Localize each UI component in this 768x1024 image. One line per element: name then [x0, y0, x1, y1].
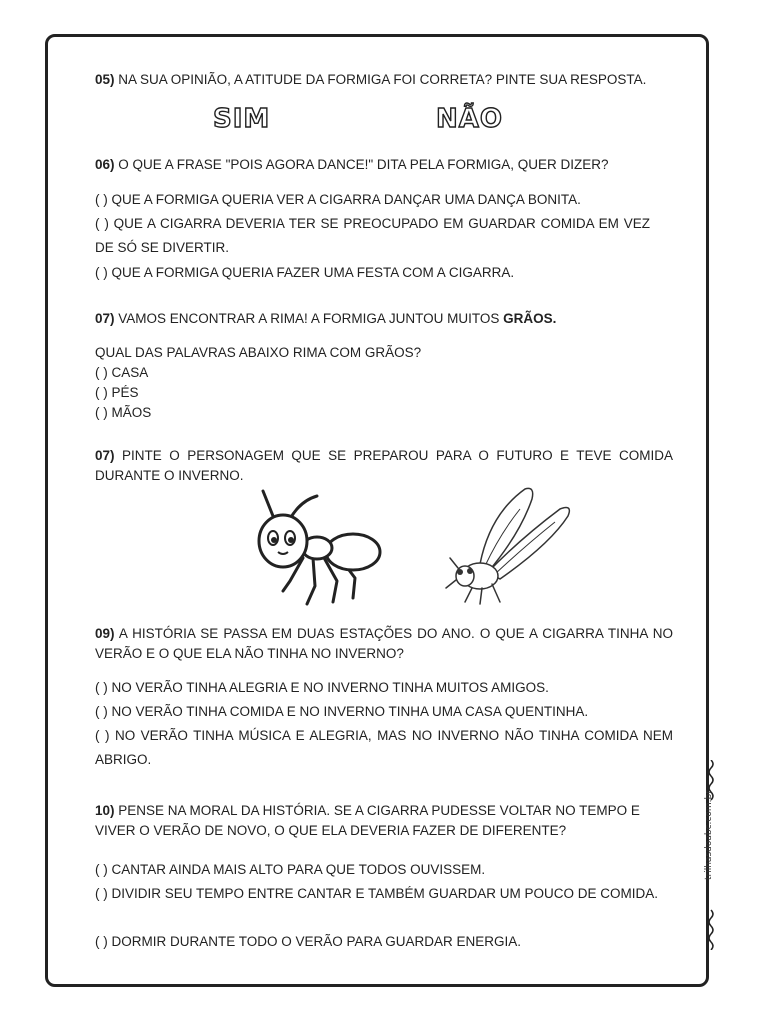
question-07-rhyme-number: 07) — [95, 311, 115, 326]
question-09-option-1[interactable]: ( ) NO VERÃO TINHA ALEGRIA E NO INVERNO TINHA MUITOS AMIGOS. — [95, 680, 549, 695]
question-09-option-3[interactable]: ( ) NO VERÃO TINHA MÚSICA E ALEGRIA, MAS NO INVERNO NÃO TINHA COMIDA NEM ABRIGO. — [95, 728, 673, 767]
rhyme-option-maos[interactable]: ( ) MÃOS — [95, 405, 152, 420]
ant-illustration[interactable] — [245, 486, 385, 608]
answer-sim[interactable]: SIM — [213, 104, 271, 134]
question-07-character-number: 07) — [95, 448, 115, 463]
question-07-rhyme-subtext: QUAL DAS PALAVRAS ABAIXO RIMA COM GRÃOS? — [95, 345, 422, 360]
question-10-number: 10) — [95, 803, 115, 818]
question-09 — [95, 624, 673, 664]
rhyme-option-pes[interactable]: ( ) PÉS — [95, 385, 139, 400]
question-10-text: PENSE NA MORAL DA HISTÓRIA. SE A CIGARRA PUDESSE VOLTAR NO TEMPO E VIVER O VERÃO DE NOVO, O QUE ELA DEVERIA FAZER DE DIFERENTE? — [95, 803, 640, 838]
question-07-rhyme-bold-word: GRÃOS. — [503, 311, 557, 326]
question-10-option-3[interactable]: ( ) DORMIR DURANTE TODO O VERÃO PARA GUARDAR ENERGIA. — [95, 934, 522, 949]
answer-nao[interactable]: NÃO — [436, 104, 503, 134]
question-06 — [95, 155, 675, 175]
question-07-rhyme — [95, 309, 675, 329]
site-credit: trilhasdoabc.com.br — [704, 790, 714, 880]
question-09-number: 09) — [95, 626, 115, 641]
question-09-text: A HISTÓRIA SE PASSA EM DUAS ESTAÇÕES DO ANO. O QUE A CIGARRA TINHA NO VERÃO E O QUE ELA NÃO TINHA NO INVERNO? — [95, 626, 673, 661]
cicada-illustration[interactable] — [440, 484, 575, 608]
question-05-number: 05) — [95, 72, 115, 87]
question-10 — [95, 801, 655, 841]
question-06-text: O QUE A FRASE "POIS AGORA DANCE!" DITA PELA FORMIGA, QUER DIZER? — [118, 157, 609, 172]
question-06-number: 06) — [95, 157, 115, 172]
question-10-option-1[interactable]: ( ) CANTAR AINDA MAIS ALTO PARA QUE TODOS OUVISSEM. — [95, 862, 486, 877]
question-09-option-2[interactable]: ( ) NO VERÃO TINHA COMIDA E NO INVERNO TINHA UMA CASA QUENTINHA. — [95, 704, 589, 719]
question-10-option-2[interactable]: ( ) DIVIDIR SEU TEMPO ENTRE CANTAR E TAMBÉM GUARDAR UM POUCO DE COMIDA. — [95, 886, 659, 901]
question-07-character — [95, 446, 673, 486]
question-05-text: NA SUA OPINIÃO, A ATITUDE DA FORMIGA FOI CORRETA? PINTE SUA RESPOSTA. — [118, 72, 647, 87]
question-07-character-text: PINTE O PERSONAGEM QUE SE PREPAROU PARA O FUTURO E TEVE COMIDA DURANTE O INVERNO. — [95, 448, 673, 483]
question-06-option-1[interactable]: ( ) QUE A FORMIGA QUERIA VER A CIGARRA DANÇAR UMA DANÇA BONITA. — [95, 192, 581, 207]
question-07-rhyme-text: VAMOS ENCONTRAR A RIMA! A FORMIGA JUNTOU MUITOS — [118, 311, 500, 326]
question-05 — [95, 70, 675, 90]
rhyme-option-casa[interactable]: ( ) CASA — [95, 365, 149, 380]
question-06-option-3[interactable]: ( ) QUE A FORMIGA QUERIA FAZER UMA FESTA COM A CIGARRA. — [95, 265, 515, 280]
question-06-option-2[interactable]: ( ) QUE A CIGARRA DEVERIA TER SE PREOCUPADO EM GUARDAR COMIDA EM VEZ DE SÓ SE DIVERTIR. — [95, 216, 650, 255]
